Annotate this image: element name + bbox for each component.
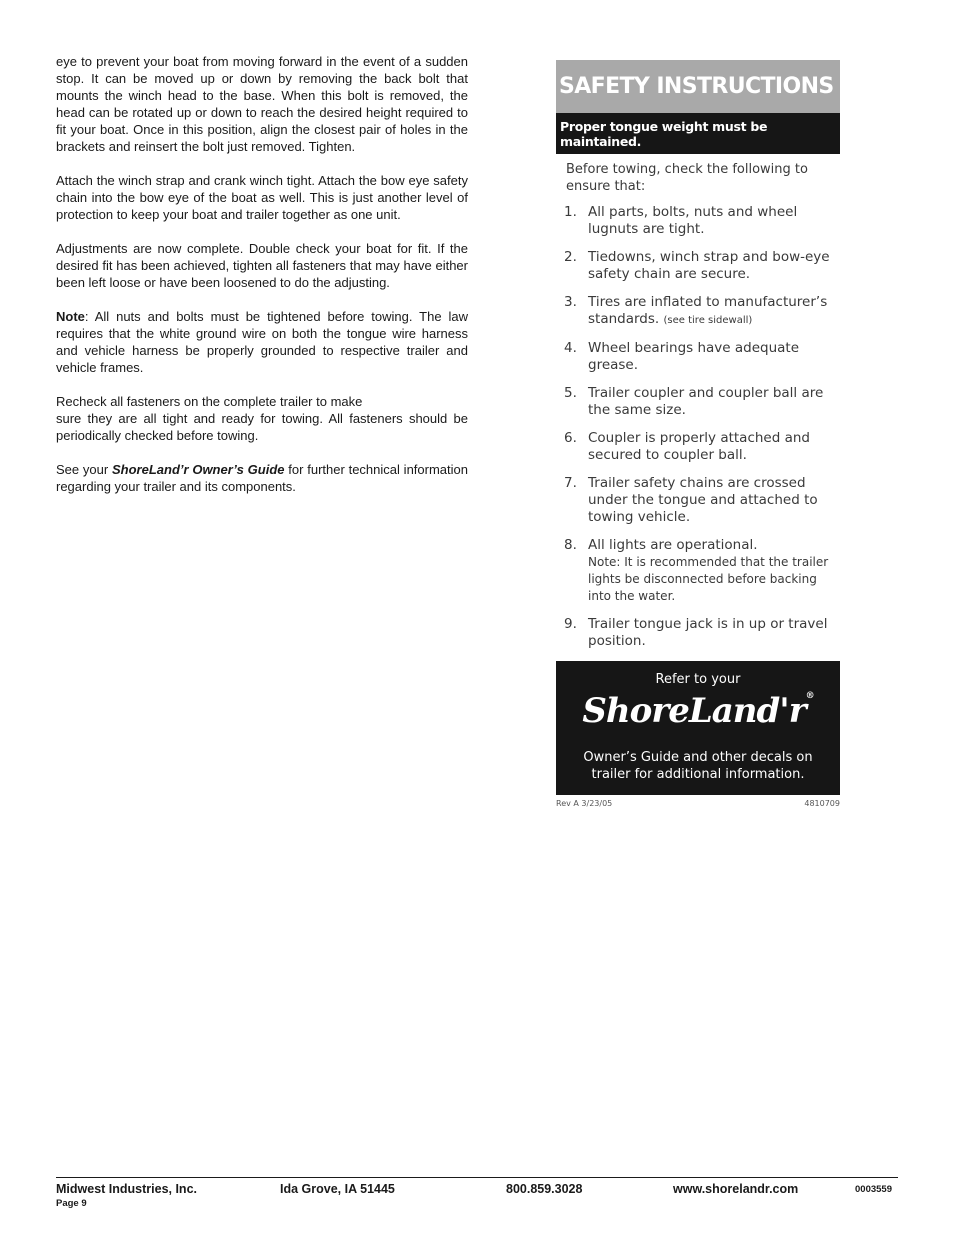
safety-instructions-decal: [556, 60, 840, 808]
page-footer: [56, 1182, 898, 1212]
item-text: Wheel bearings have adequate grease.: [588, 340, 800, 373]
item-number: 5.: [564, 385, 577, 401]
paragraph-winch-strap: Attach the winch strap and crank winch tight. Attach the bow eye safety chain into the bow eye of the boat as well. This is just another level of protection to keep your boat and trailer together as one unit.: [56, 173, 468, 222]
item-number: 1.: [564, 204, 577, 220]
item-number: 6.: [564, 430, 577, 446]
item-number: 4.: [564, 340, 577, 356]
item-text: Trailer tongue jack is in up or travel position.: [588, 616, 828, 649]
item-number: 9.: [564, 616, 577, 632]
checklist: [556, 204, 840, 650]
page-number: Page 9: [56, 1198, 87, 1209]
checklist-item: [556, 616, 840, 650]
logo-wordmark: ShoreLand'r: [582, 691, 806, 731]
recheck-line-2: sure they are all tight and ready for towing. All fasteners should be periodically checked before towing.: [56, 411, 468, 443]
item-small-note: (see tire sidewall): [663, 315, 753, 326]
decal-revision: Rev A 3/23/05: [556, 799, 613, 808]
checklist-item: [556, 204, 840, 238]
checklist-item: [556, 430, 840, 464]
item-number: 3.: [564, 294, 577, 310]
paragraph-adjustments: Adjustments are now complete. Double check your boat for fit. If the desired fit has been achieved, tighten all fasteners that may have either been left loose or have been loosened to do the adjusting.: [56, 241, 468, 290]
item-note: Note: It is recommended that the trailer lights be disconnected before backing into the water.: [588, 555, 829, 603]
body-text-column: [56, 53, 468, 495]
item-text: Tiedowns, winch strap and bow-eye safety chain are secure.: [588, 249, 830, 282]
refer-text: Refer to your: [655, 672, 741, 687]
decal-subtitle: Proper tongue weight must be maintained.: [556, 113, 840, 154]
guide-pre-text: See your: [56, 462, 112, 477]
recheck-line-1: Recheck all fasteners on the complete trailer to make: [56, 394, 363, 409]
checklist-item: [556, 475, 840, 526]
footer-city: Ida Grove, IA 51445: [280, 1182, 395, 1196]
footer-phone: 800.859.3028: [506, 1182, 583, 1196]
decal-intro: Before towing, check the following to ensure that:: [566, 162, 808, 194]
footer-website: www.shorelandr.com: [673, 1182, 799, 1196]
footer-company: Midwest Industries, Inc.: [56, 1182, 197, 1196]
registered-mark: ®: [805, 691, 814, 701]
decal-part-number: 4810709: [804, 799, 840, 808]
more-line-1: Owner’s Guide and other decals on: [583, 750, 813, 765]
checklist-item: [556, 340, 840, 374]
item-text: All lights are operational.: [588, 537, 758, 553]
note-label: Note: [56, 309, 85, 324]
item-text: Trailer safety chains are crossed under the tongue and attached to towing vehicle.: [588, 475, 818, 525]
shorelandr-logo: [556, 691, 840, 731]
item-number: 2.: [564, 249, 577, 265]
paragraph-recheck: [56, 393, 468, 444]
item-number: 7.: [564, 475, 577, 491]
owners-guide-title: ShoreLand’r Owner’s Guide: [111, 462, 285, 477]
checklist-item: [556, 537, 840, 605]
item-text: All parts, bolts, nuts and wheel lugnuts are tight.: [588, 204, 798, 237]
paragraph-owners-guide: [56, 461, 468, 495]
item-text: Tires are inflated to manufacturer’s standards.: [588, 294, 828, 327]
more-info-text: [556, 749, 840, 783]
item-number: 8.: [564, 537, 577, 553]
note-text: : All nuts and bolts must be tightened before towing. The law requires that the white ground wire on both the tongue wire harness and vehicle harness be properly grounded to respective trailer and vehicle frames.: [56, 309, 468, 375]
paragraph-winch-head: eye to prevent your boat from moving forward in the event of a sudden stop. It can be moved up or down by removing the back bolt that mounts the winch head to the base. When this bolt is removed, the head can be rotated up or down to reach the desired height required to fit your boat. Once in this position, align the closest pair of holes in the brackets and reinsert the bolt just removed. Tighten.: [56, 54, 468, 154]
footer-divider: [56, 1177, 898, 1178]
checklist-item: [556, 249, 840, 283]
decal-footer: [556, 799, 840, 808]
guide-post-text: for further technical information regarding your trailer and its components.: [56, 462, 468, 494]
refer-box: [556, 661, 840, 795]
item-text: Coupler is properly attached and secured to coupler ball.: [588, 430, 810, 463]
paragraph-note: [56, 308, 468, 376]
checklist-item: [556, 294, 840, 329]
more-line-2: trailer for additional information.: [591, 767, 805, 782]
decal-title: SAFETY INSTRUCTIONS: [556, 60, 840, 113]
footer-doc-code: 0003559: [855, 1184, 892, 1195]
item-text: Trailer coupler and coupler ball are the same size.: [588, 385, 824, 418]
checklist-item: [556, 385, 840, 419]
